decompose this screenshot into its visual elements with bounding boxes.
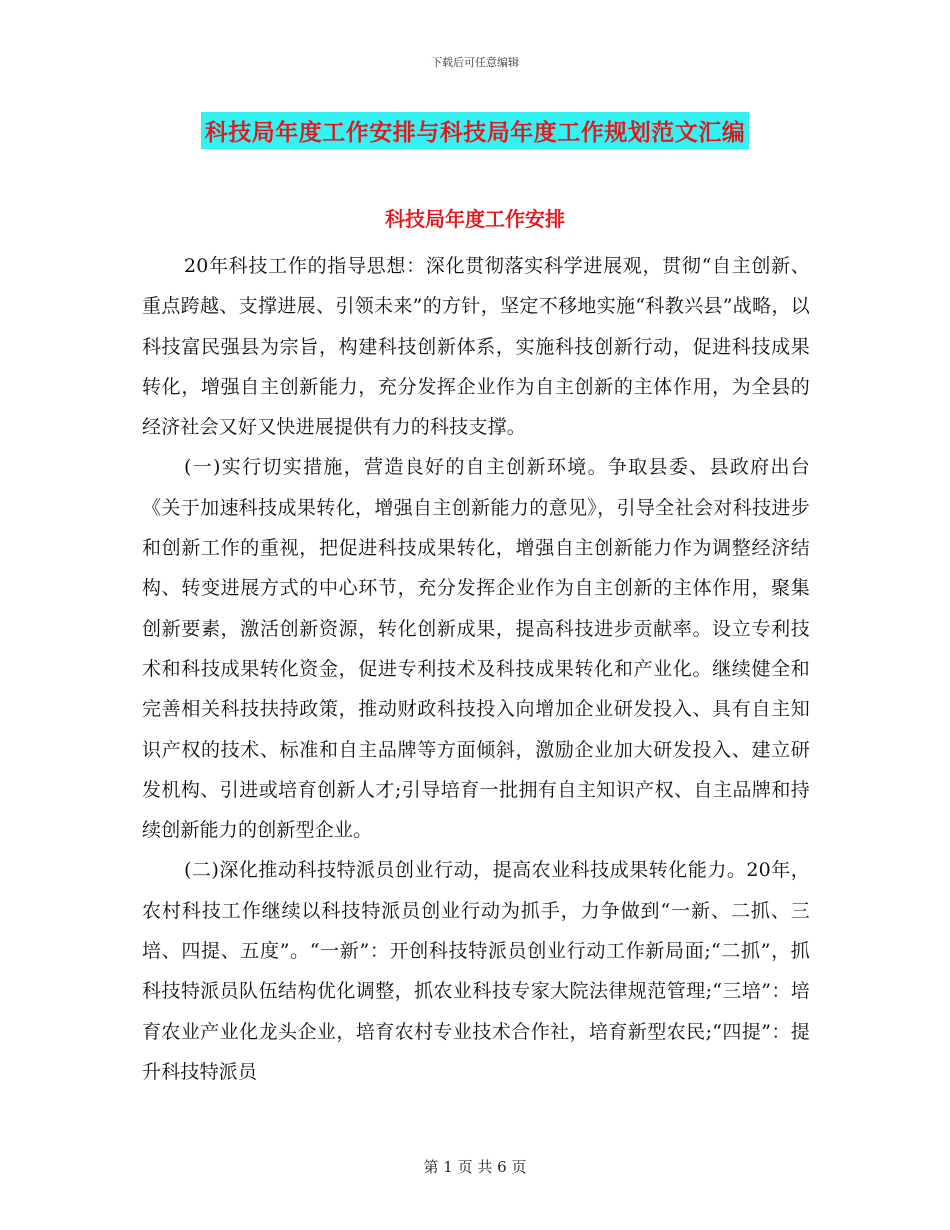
paragraph: (一)实行切实措施，营造良好的自主创新环境。争取县委、县政府出台《关于加速科技成果转化，增强自主创新能力的意见》，引导全社会对科技进步和创新工作的重视，把促进科技成果转化，增强自主创新能力作为调整经济结构、转变进展方式的中心环节，充分发挥企业作为自主创新的主体作用，聚集创新要素，激活创新资源，转化创新成果，提高科技进步贡献率。设立专利技术和科技成果转化资金，促进专利技术及科技成果转化和产业化。继续健全和完善相关科技扶持政策，推动财政科技投入向增加企业研发投入、具有自主知识产权的技术、标准和自主品牌等方面倾斜，激励企业加大研发投入、建立研发机构、引进或培育创新人才;引导培育一批拥有自主知识产权、自主品牌和持续创新能力的创新型企业。 (142, 456, 810, 842)
page-number: 第 1 页 共 6 页 (423, 1158, 527, 1176)
paragraph: (二)深化推动科技特派员创业行动，提高农业科技成果转化能力。20年，农村科技工作继续以科技特派员创业行动为抓手，力争做到“一新、二抓、三培、四提、五度”。“一新”：开创科技特派员创业行动工作新局面;“二抓”，抓科技特派员队伍结构优化调整，抓农业科技专家大院法律规范管理;“三培”：培育农业产业化龙头企业，培育农村专业技术合作社，培育新型农民;“四提”：提升科技特派员 (142, 859, 810, 1083)
main-title-container (0, 112, 950, 149)
document-body (142, 246, 810, 1092)
section-title: 科技局年度工作安排 (385, 207, 565, 231)
page-header-note: 下载后可任意编辑 (431, 56, 519, 69)
main-title: 科技局年度工作安排与科技局年度工作规划范文汇编 (201, 112, 750, 149)
paragraph: 20年科技工作的指导思想：深化贯彻落实科学进展观，贯彻“自主创新、重点跨越、支撑进展、引领未来”的方针，坚定不移地实施“科教兴县”战略，以科技富民强县为宗旨，构建科技创新体系，实施科技创新行动，促进科技成果转化，增强自主创新能力，充分发挥企业作为自主创新的主体作用，为全县的经济社会又好又快进展提供有力的科技支撑。 (142, 255, 810, 439)
